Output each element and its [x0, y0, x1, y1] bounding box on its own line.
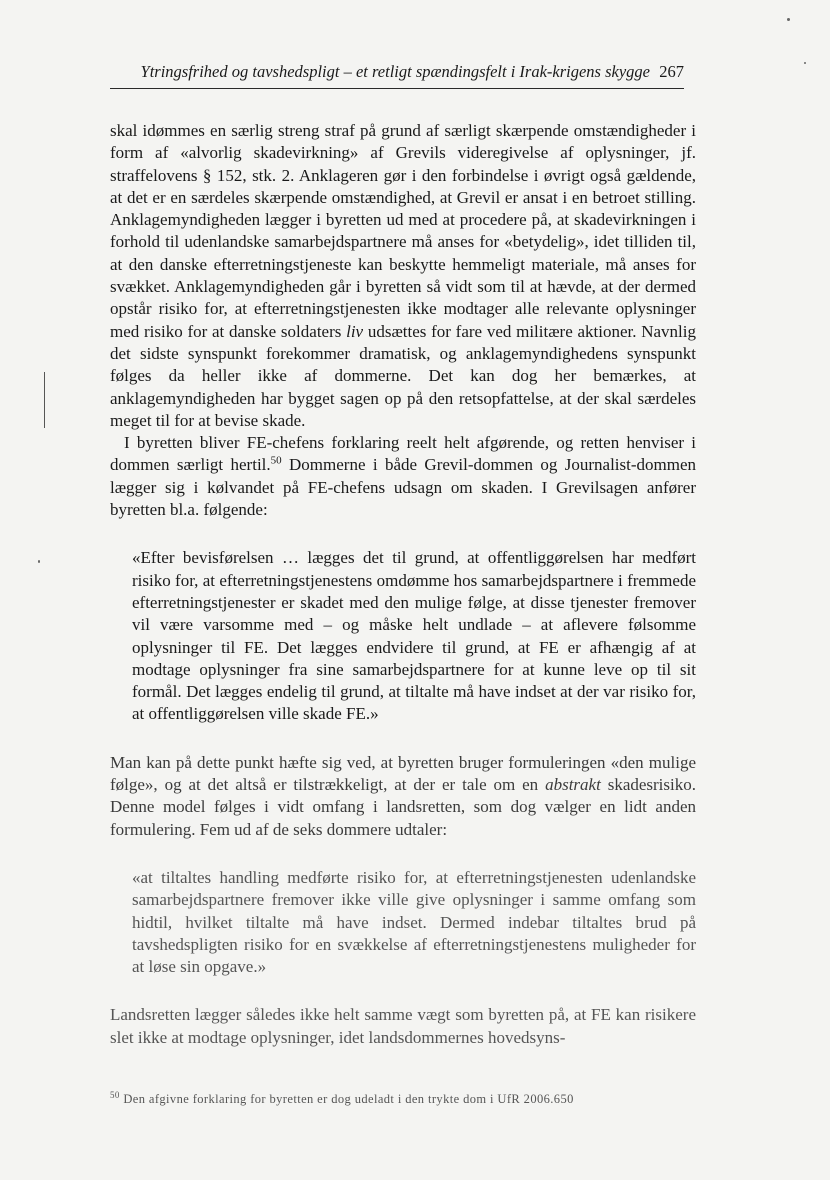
footnote-ref[interactable]: 50	[270, 454, 282, 467]
paragraph-4	[110, 1004, 696, 1049]
speck	[804, 62, 806, 64]
speck	[787, 18, 790, 21]
paragraph-1-end: udsættes for fare ved militære aktioner. Navnlig det sidste synspunkt forekommer dramatisk, og anklagemyndighedens synspunkt følges da heller ikke af dommerne. Det kan dog her bemærkes, at anklagemyndigheden har bygget sagen op på den retsopfattelse, at der skal særdeles meget til for at bevise skade.	[110, 321, 696, 430]
running-header	[110, 60, 684, 89]
quote-2-text: «at tiltaltes handling medførte risiko for, at efterretningstjenesten udenlandske samarbejdspartnere fremover ikke ville give oplysninger i samme omfang som hidtil, hvilket tiltalte må have indset. Dermed indebar tiltaltes brud på tavshedspligten risiko for en svækkelse af efterretningstjenestens muligheder for at løse sin opgave.»	[132, 867, 696, 977]
main-text	[110, 120, 696, 1049]
block-quote-2	[132, 867, 696, 978]
speck	[38, 560, 40, 563]
paragraph-3-end: skadesrisiko. Denne model følges i vidt omfang i landsretten, som dog vælger en lidt anden formulering. Fem ud af de seks dommere udtaler:	[110, 775, 696, 839]
emphasis-abstrakt: abstrakt	[545, 775, 601, 795]
paragraph-3-text: Man kan på dette punkt hæfte sig ved, at byretten bruger formuleringen «den mulige følge», og at det altså er tilstrækkeligt, at der er tale om en	[110, 752, 696, 795]
paragraph-4-text: Landsretten lægger således ikke helt samme vægt som byretten på, at FE kan risikere slet ikke at modtage oplysninger, idet landsdommernes hovedsyns-	[110, 1005, 696, 1047]
margin-mark	[44, 372, 45, 428]
footnote	[110, 1089, 690, 1107]
footnote-text: Den afgivne forklaring for byretten er dog udeladt i den trykte dom i UfR 2006.650	[123, 1092, 574, 1106]
footnote-number: 50	[110, 1089, 120, 1100]
paragraph-1	[110, 120, 696, 432]
paragraph-2-end: Dommerne i både Grevil-dommen og Journalist-dommen lægger sig i kølvandet på FE-chefens udsagn om skaden. I Grevilsagen anfører byretten bl.a. følgende:	[110, 455, 697, 520]
paragraph-1-text: skal idømmes en særlig streng straf på grund af særligt skærpende omstændigheder i form af «alvorlig skadevirkning» af Grevils videregivelse af oplysninger, jf. straffelovens § 152, stk. 2. Anklageren gør i den forbindelse i øvrigt også gældende, at det er en særdeles skærpende omstændighed, at Grevil er ansat i en betroet stilling. Anklagemyndigheden lægger i byretten ud med at procedere på, at skadevirkningen i forhold til udenlandske samarbejdspartnere må anses for «betydelig», idet tilliden til, at den danske efterretningstjeneste kan beskytte hemmeligt materiale, må anses for svækket. Anklagemyndigheden går i byretten så vidt som til at hævde, at der dermed opstår risiko for, at efterretningstjenesten ikke modtager alle relevante oplysninger med risiko for at danske soldaters	[110, 121, 696, 341]
paragraph-2	[110, 432, 696, 521]
quote-1-text: «Efter bevisførelsen … lægges det til grund, at offentliggørelsen har medført risiko for, at efterretningstjenestens omdømme hos samarbejdspartnere i fremmede efterretningstjenester er skadet med den mulige følge, at disse tjenester fremover vil være varsomme med – og måske helt undlade – at aflevere følsomme oplysninger til FE. Det lægges endvidere til grund, at FE er afhængig af at modtage oplysninger fra sine samarbejdspartnere for at kunne leve op til sit formål. Det lægges endelig til grund, at tiltalte må have indset at der var risiko for, at offentliggørelsen ville skade FE.»	[132, 548, 696, 724]
running-title: Ytringsfrihed og tavshedspligt – et retligt spændingsfelt i Irak-krigens skygge	[140, 62, 650, 81]
page-number: 267	[659, 62, 684, 81]
paragraph-3	[110, 752, 696, 841]
block-quote-1	[132, 547, 696, 725]
paragraph-2-text: I byretten bliver FE-chefens forklaring reelt helt afgørende, og retten henviser i dommen særligt hertil.	[110, 433, 696, 475]
emphasis-liv: liv	[346, 321, 364, 341]
